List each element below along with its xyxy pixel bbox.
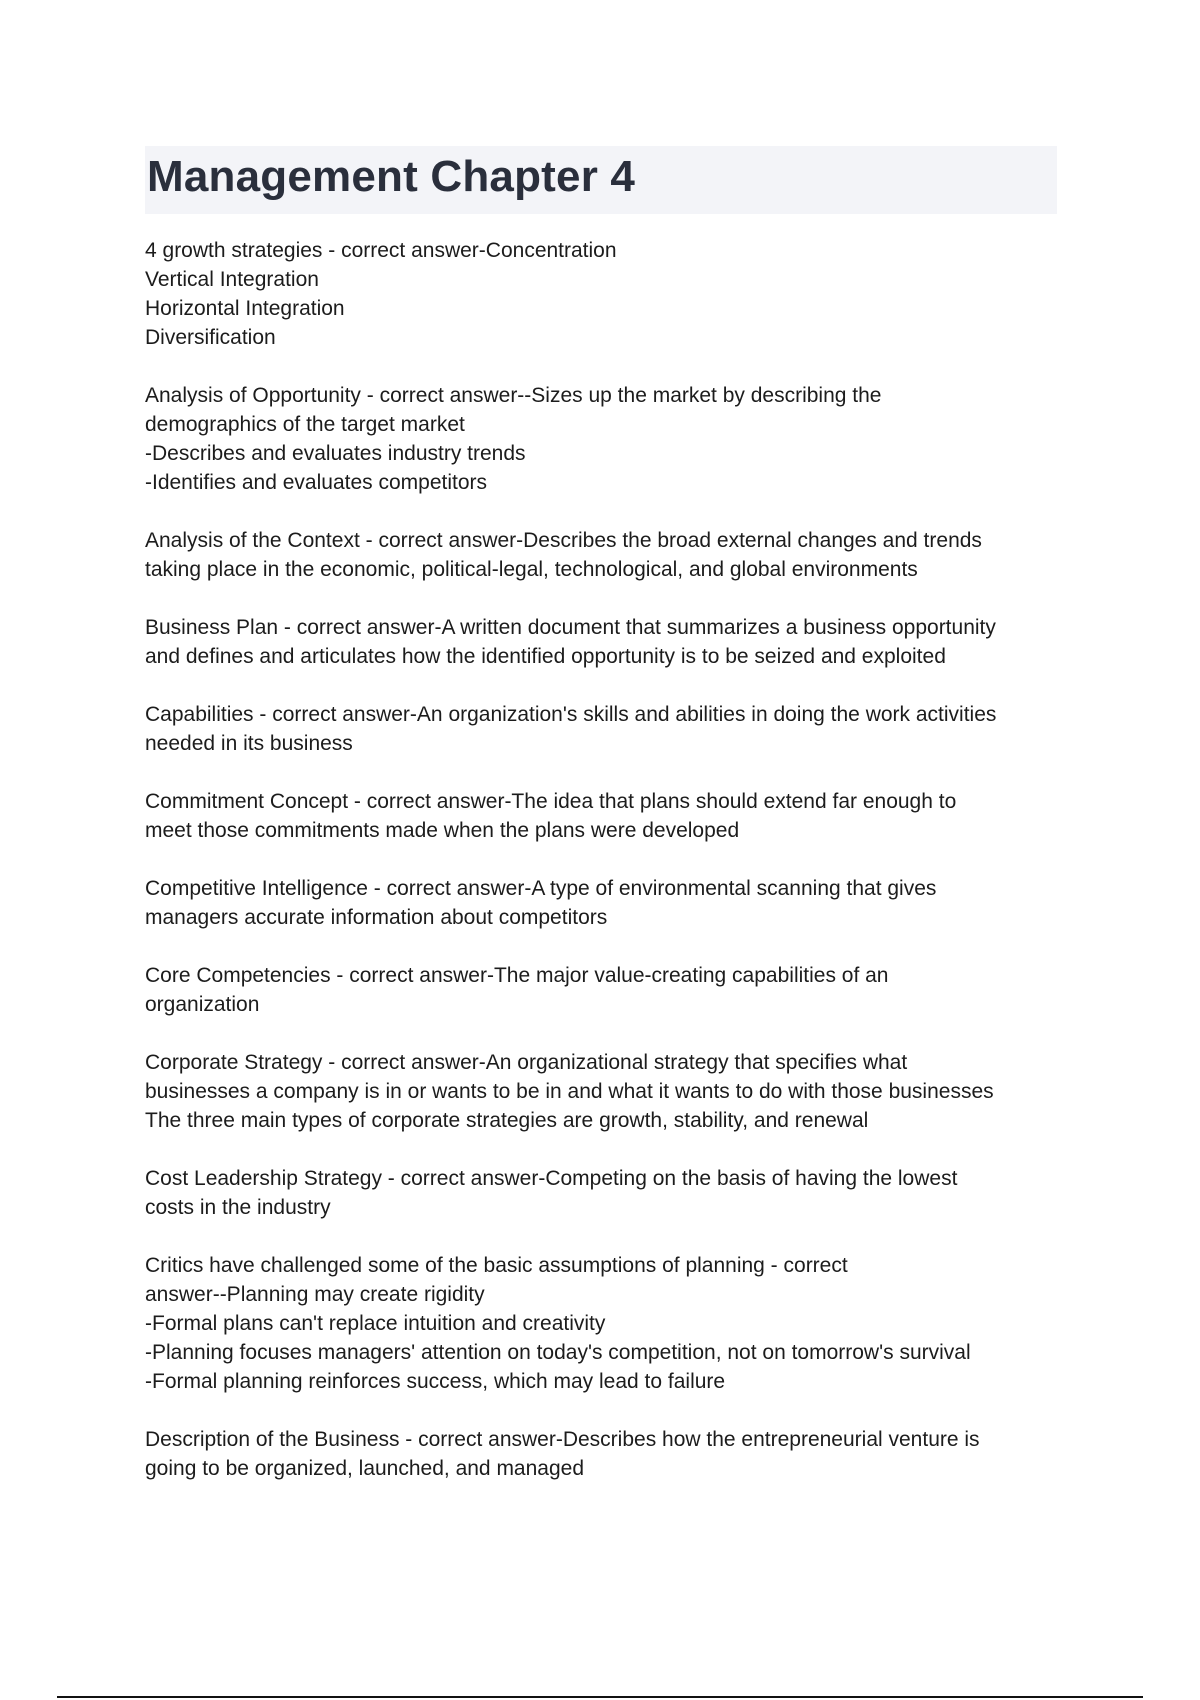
flashcard-entry — [145, 1048, 1065, 1135]
entry-line: -Formal planning reinforces success, which may lead to failure — [145, 1370, 726, 1393]
entry-line: Core Competencies - correct answer-The major value-creating capabilities of an — [145, 964, 889, 987]
entry-line: Vertical Integration — [145, 268, 319, 291]
flashcard-entry — [145, 874, 1065, 932]
flashcard-entry — [145, 236, 1065, 352]
entry-line: costs in the industry — [145, 1196, 331, 1219]
entry-line: businesses a company is in or wants to be in and what it wants to do with those businesses — [145, 1080, 994, 1103]
entry-line: Business Plan - correct answer-A written document that summarizes a business opportunity — [145, 616, 996, 639]
entry-line: -Planning focuses managers' attention on today's competition, not on tomorrow's survival — [145, 1341, 971, 1364]
flashcard-entry — [145, 1251, 1065, 1396]
entry-line: -Identifies and evaluates competitors — [145, 471, 488, 494]
entry-line: demographics of the target market — [145, 413, 465, 436]
entry-line: Cost Leadership Strategy - correct answer-Competing on the basis of having the lowest — [145, 1167, 958, 1190]
title-band — [145, 146, 1057, 214]
entry-line: -Describes and evaluates industry trends — [145, 442, 526, 465]
flashcard-entry — [145, 1164, 1065, 1222]
entry-line: answer--Planning may create rigidity — [145, 1283, 485, 1306]
flashcard-entry — [145, 787, 1065, 845]
entry-line: organization — [145, 993, 260, 1016]
footer-divider — [57, 1696, 1143, 1698]
flashcard-list — [145, 236, 1065, 1512]
entry-line: Diversification — [145, 326, 276, 349]
entry-line: managers accurate information about competitors — [145, 906, 608, 929]
entry-line: Commitment Concept - correct answer-The idea that plans should extend far enough to — [145, 790, 957, 813]
entry-line: Critics have challenged some of the basic assumptions of planning - correct — [145, 1254, 848, 1277]
entry-line: -Formal plans can't replace intuition and creativity — [145, 1312, 606, 1335]
entry-line: and defines and articulates how the identified opportunity is to be seized and exploited — [145, 645, 946, 668]
entry-line: Corporate Strategy - correct answer-An organizational strategy that specifies what — [145, 1051, 908, 1074]
entry-line: Horizontal Integration — [145, 297, 345, 320]
entry-line: The three main types of corporate strategies are growth, stability, and renewal — [145, 1109, 869, 1132]
entry-line: going to be organized, launched, and managed — [145, 1457, 585, 1480]
flashcard-entry — [145, 526, 1065, 584]
entry-line: Analysis of the Context - correct answer-Describes the broad external changes and trends — [145, 529, 982, 552]
flashcard-entry — [145, 613, 1065, 671]
entry-line: Description of the Business - correct answer-Describes how the entrepreneurial venture is — [145, 1428, 980, 1451]
flashcard-entry — [145, 700, 1065, 758]
entry-line: Competitive Intelligence - correct answer-A type of environmental scanning that gives — [145, 877, 937, 900]
page-title: Management Chapter 4 — [147, 152, 636, 201]
entry-line: needed in its business — [145, 732, 353, 755]
entry-line: meet those commitments made when the plans were developed — [145, 819, 740, 842]
entry-line: Analysis of Opportunity - correct answer--Sizes up the market by describing the — [145, 384, 882, 407]
flashcard-entry — [145, 961, 1065, 1019]
entry-line: Capabilities - correct answer-An organization's skills and abilities in doing the work activities — [145, 703, 997, 726]
flashcard-entry — [145, 381, 1065, 497]
entry-line: taking place in the economic, political-legal, technological, and global environments — [145, 558, 918, 581]
entry-line: 4 growth strategies - correct answer-Concentration — [145, 239, 617, 262]
flashcard-entry — [145, 1425, 1065, 1483]
